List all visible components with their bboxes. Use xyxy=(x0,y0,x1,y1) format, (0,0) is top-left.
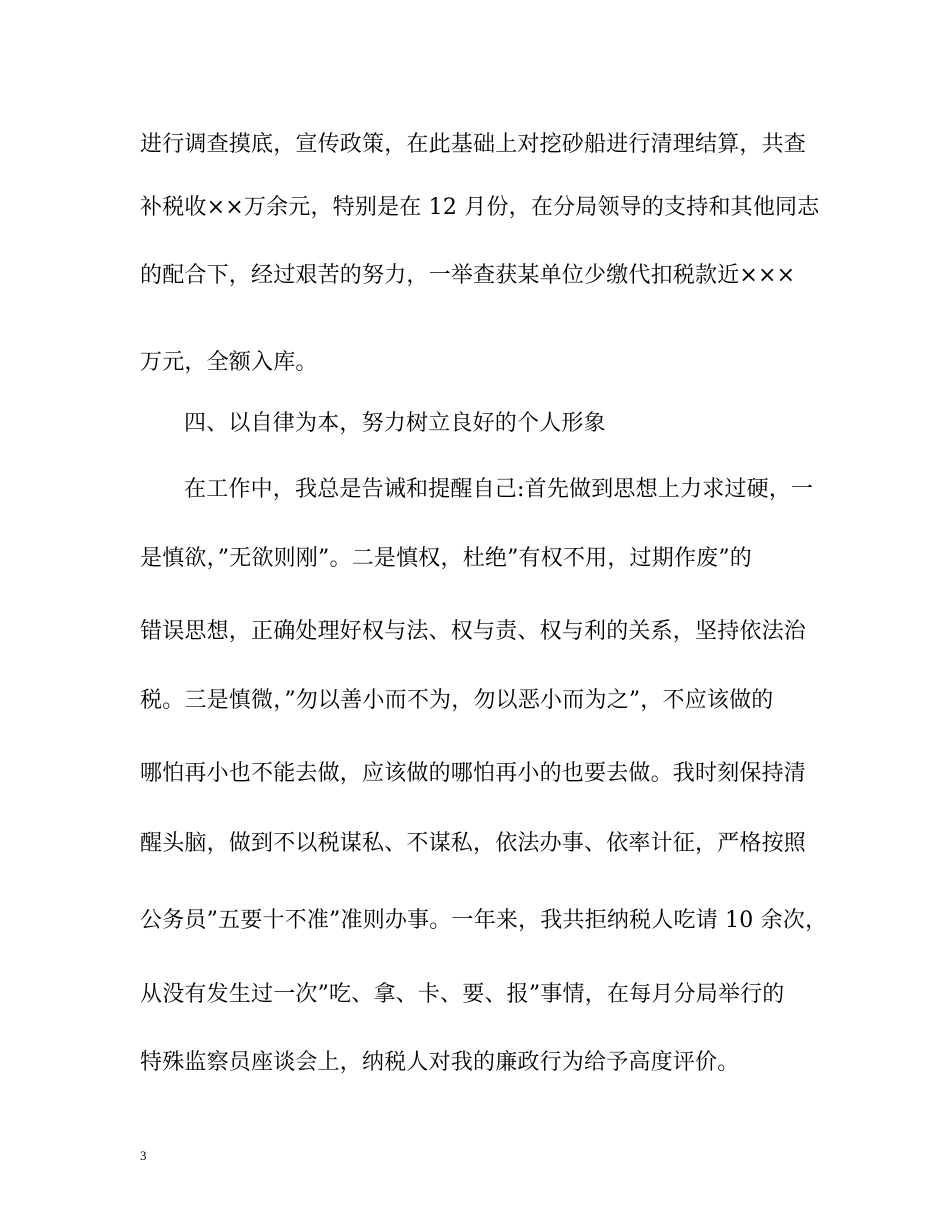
text-line: 错误思想，正确处理好权与法、权与责、权与利的关系，坚持依法治 xyxy=(140,619,807,644)
text-line: 是慎欲，”无欲则刚”。二是慎权，杜绝”有权不用，过期作废”的 xyxy=(140,546,752,571)
text-line: 的配合下，经过艰苦的努力，一举查获某单位少缴代扣税款近××× xyxy=(140,263,796,288)
text-line: 从没有发生过一次”吃、拿、卡、要、报”事情，在每月分局举行的 xyxy=(140,982,785,1007)
text-line: 公务员”五要十不准”准则办事。一年来，我共拒纳税人吃请 10 余次， xyxy=(140,908,828,933)
text-line: 在工作中，我总是告诫和提醒自己:首先做到思想上力求过硬，一 xyxy=(184,477,814,502)
text-line: 哪怕再小也不能去做，应该做的哪怕再小的也要去做。我时刻保持清 xyxy=(140,761,807,786)
text-line: 万元，全额入库。 xyxy=(140,350,318,375)
text-line: 特殊监察员座谈会上，纳税人对我的廉政行为给予高度评价。 xyxy=(140,1050,740,1075)
text-line: 进行调查摸底，宣传政策，在此基础上对挖砂船进行清理结算，共查 xyxy=(140,132,807,157)
section-heading: 四、以自律为本，努力树立良好的个人形象 xyxy=(184,411,606,436)
text-line: 醒头脑，做到不以税谋私、不谋私，依法办事、依率计征，严格按照 xyxy=(140,831,807,856)
text-line: 补税收××万余元，特别是在 12 月份，在分局领导的支持和其他同志 xyxy=(140,195,820,220)
page-number: 3 xyxy=(140,1148,147,1163)
text-line: 税。三是慎微，”勿以善小而不为，勿以恶小而为之”，不应该做的 xyxy=(140,688,774,713)
